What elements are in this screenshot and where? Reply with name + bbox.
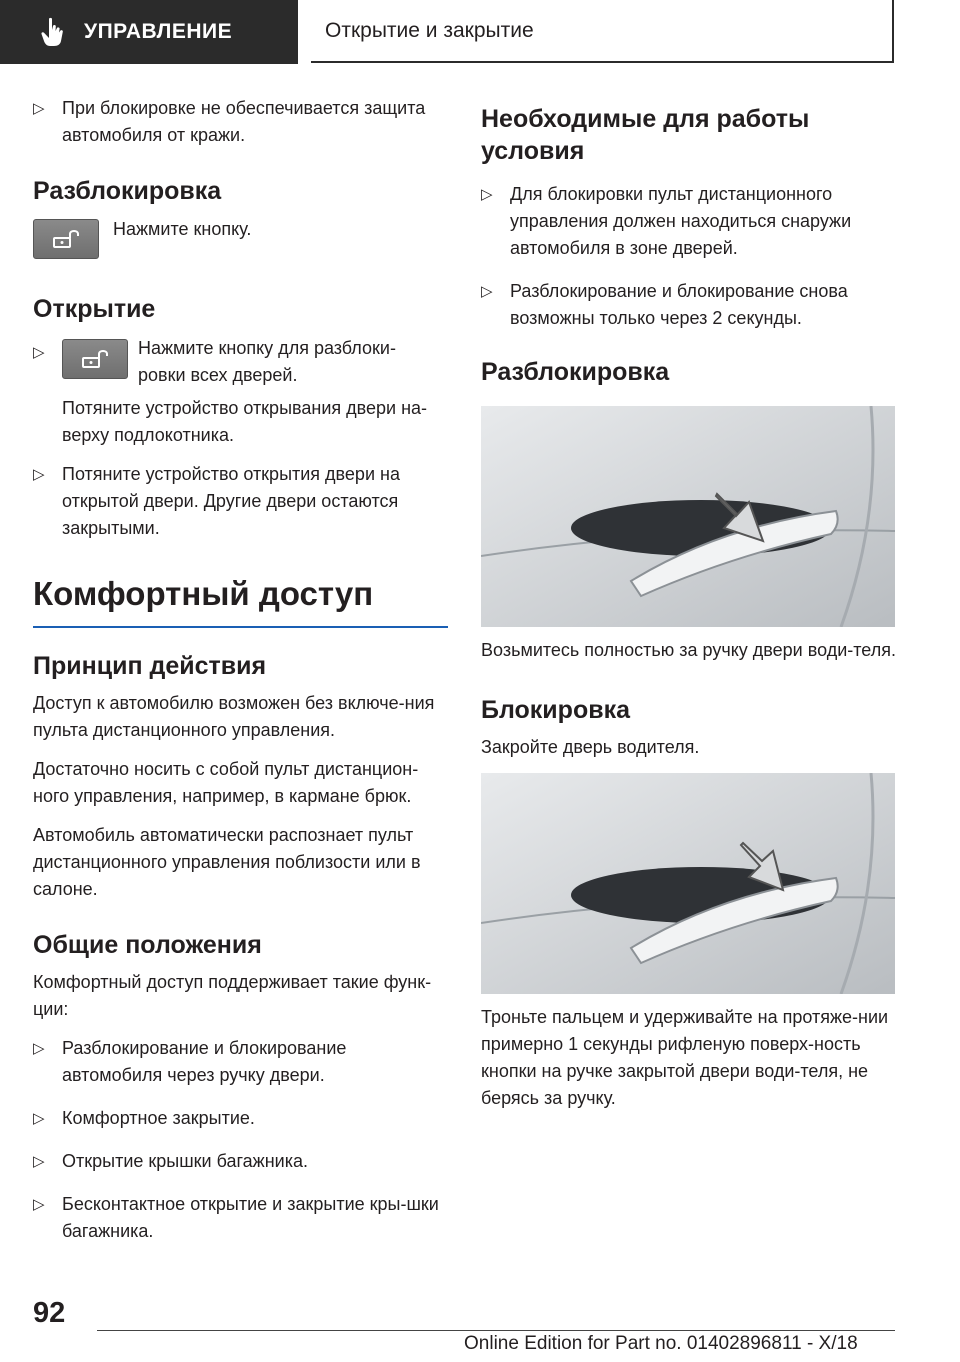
list-item: ▷ При блокировке не обеспечивается защита автомобиля от кражи.: [33, 95, 448, 149]
list-item: ▷ Открытие крышки багажника.: [33, 1148, 448, 1175]
list-item: ▷ Разблокирование и блокирование снова возможны только через 2 секунды.: [481, 278, 896, 332]
unlock-heading-right: Разблокировка: [481, 358, 670, 386]
page-number: 92: [33, 1297, 66, 1329]
unlock-icon: [51, 229, 81, 249]
list-item: ▷ Разблокирование и блокирование автомобиля через ручку двери.: [33, 1035, 448, 1089]
right-column: [481, 95, 896, 1124]
list-item: ▷ Потяните устройство открытия двери на открытой двери. Другие двери остаются закрытыми.: [33, 461, 448, 542]
lock-intro: Закройте дверь водителя.: [481, 737, 700, 757]
paragraph: Доступ к автомобилю возможен без включе-ния пульта дистанционного управления.: [33, 693, 435, 740]
left-column: [33, 95, 448, 1261]
open-step-text: ▷ Нажмите кнопку для разблоки-ровки всех дверей.: [138, 338, 396, 385]
comfort-access-title: Комфортный доступ: [33, 575, 374, 612]
door-handle-grip-photo: [481, 406, 895, 627]
chapter-tab: [0, 0, 298, 64]
conditions-heading: Необходимые для работы условия: [481, 105, 810, 165]
unlock-instruction: Нажмите кнопку.: [113, 219, 252, 239]
paragraph: Автомобиль автоматически распознает пульт дистанционного управления поблизости или в салоне.: [33, 825, 421, 899]
list-item: ▷ Бесконтактное открытие и закрытие кры-шки багажника.: [33, 1191, 448, 1245]
edition-footer: Online Edition for Part no. 01402896811 - X/18: [464, 1333, 858, 1354]
section-title: Открытие и закрытие: [311, 0, 894, 63]
list-item: ▷ Комфортное закрытие.: [33, 1105, 448, 1132]
unlock-button-image: [33, 219, 99, 259]
lock-caption: Троньте пальцем и удерживайте на протяже-нии примерно 1 секунды рифленую поверх-ность кнопки на ручке закрытой двери води-теля, не берясь за ручку.: [481, 1007, 889, 1108]
general-heading: Общие положения: [33, 931, 262, 959]
open-step-continuation: Потяните устройство открывания двери на-верху подлокотника.: [62, 398, 428, 445]
lock-heading: Блокировка: [481, 696, 630, 724]
paragraph: Комфортный доступ поддерживает такие функ-ции:: [33, 972, 432, 1019]
hand-pointer-icon: [40, 17, 66, 47]
unlock-icon: [80, 349, 110, 369]
title-rule: [33, 626, 448, 628]
open-heading: Открытие: [33, 295, 156, 323]
list-item: [33, 339, 448, 389]
unlock-button-image: [62, 339, 128, 379]
paragraph: Достаточно носить с собой пульт дистанцион-ного управления, например, в кармане брюк.: [33, 759, 419, 806]
list-item: ▷ Для блокировки пульт дистанционного управления должен находиться снаружи автомобиля в зоне дверей.: [481, 181, 896, 262]
door-handle-touch-photo: [481, 773, 895, 994]
unlock-caption: Возьмитесь полностью за ручку двери води-теля.: [481, 640, 896, 660]
footer-rule: [97, 1330, 895, 1331]
chapter-title: УПРАВЛЕНИЕ: [84, 20, 233, 43]
unlock-heading: Разблокировка: [33, 177, 222, 205]
principle-heading: Принцип действия: [33, 652, 267, 680]
